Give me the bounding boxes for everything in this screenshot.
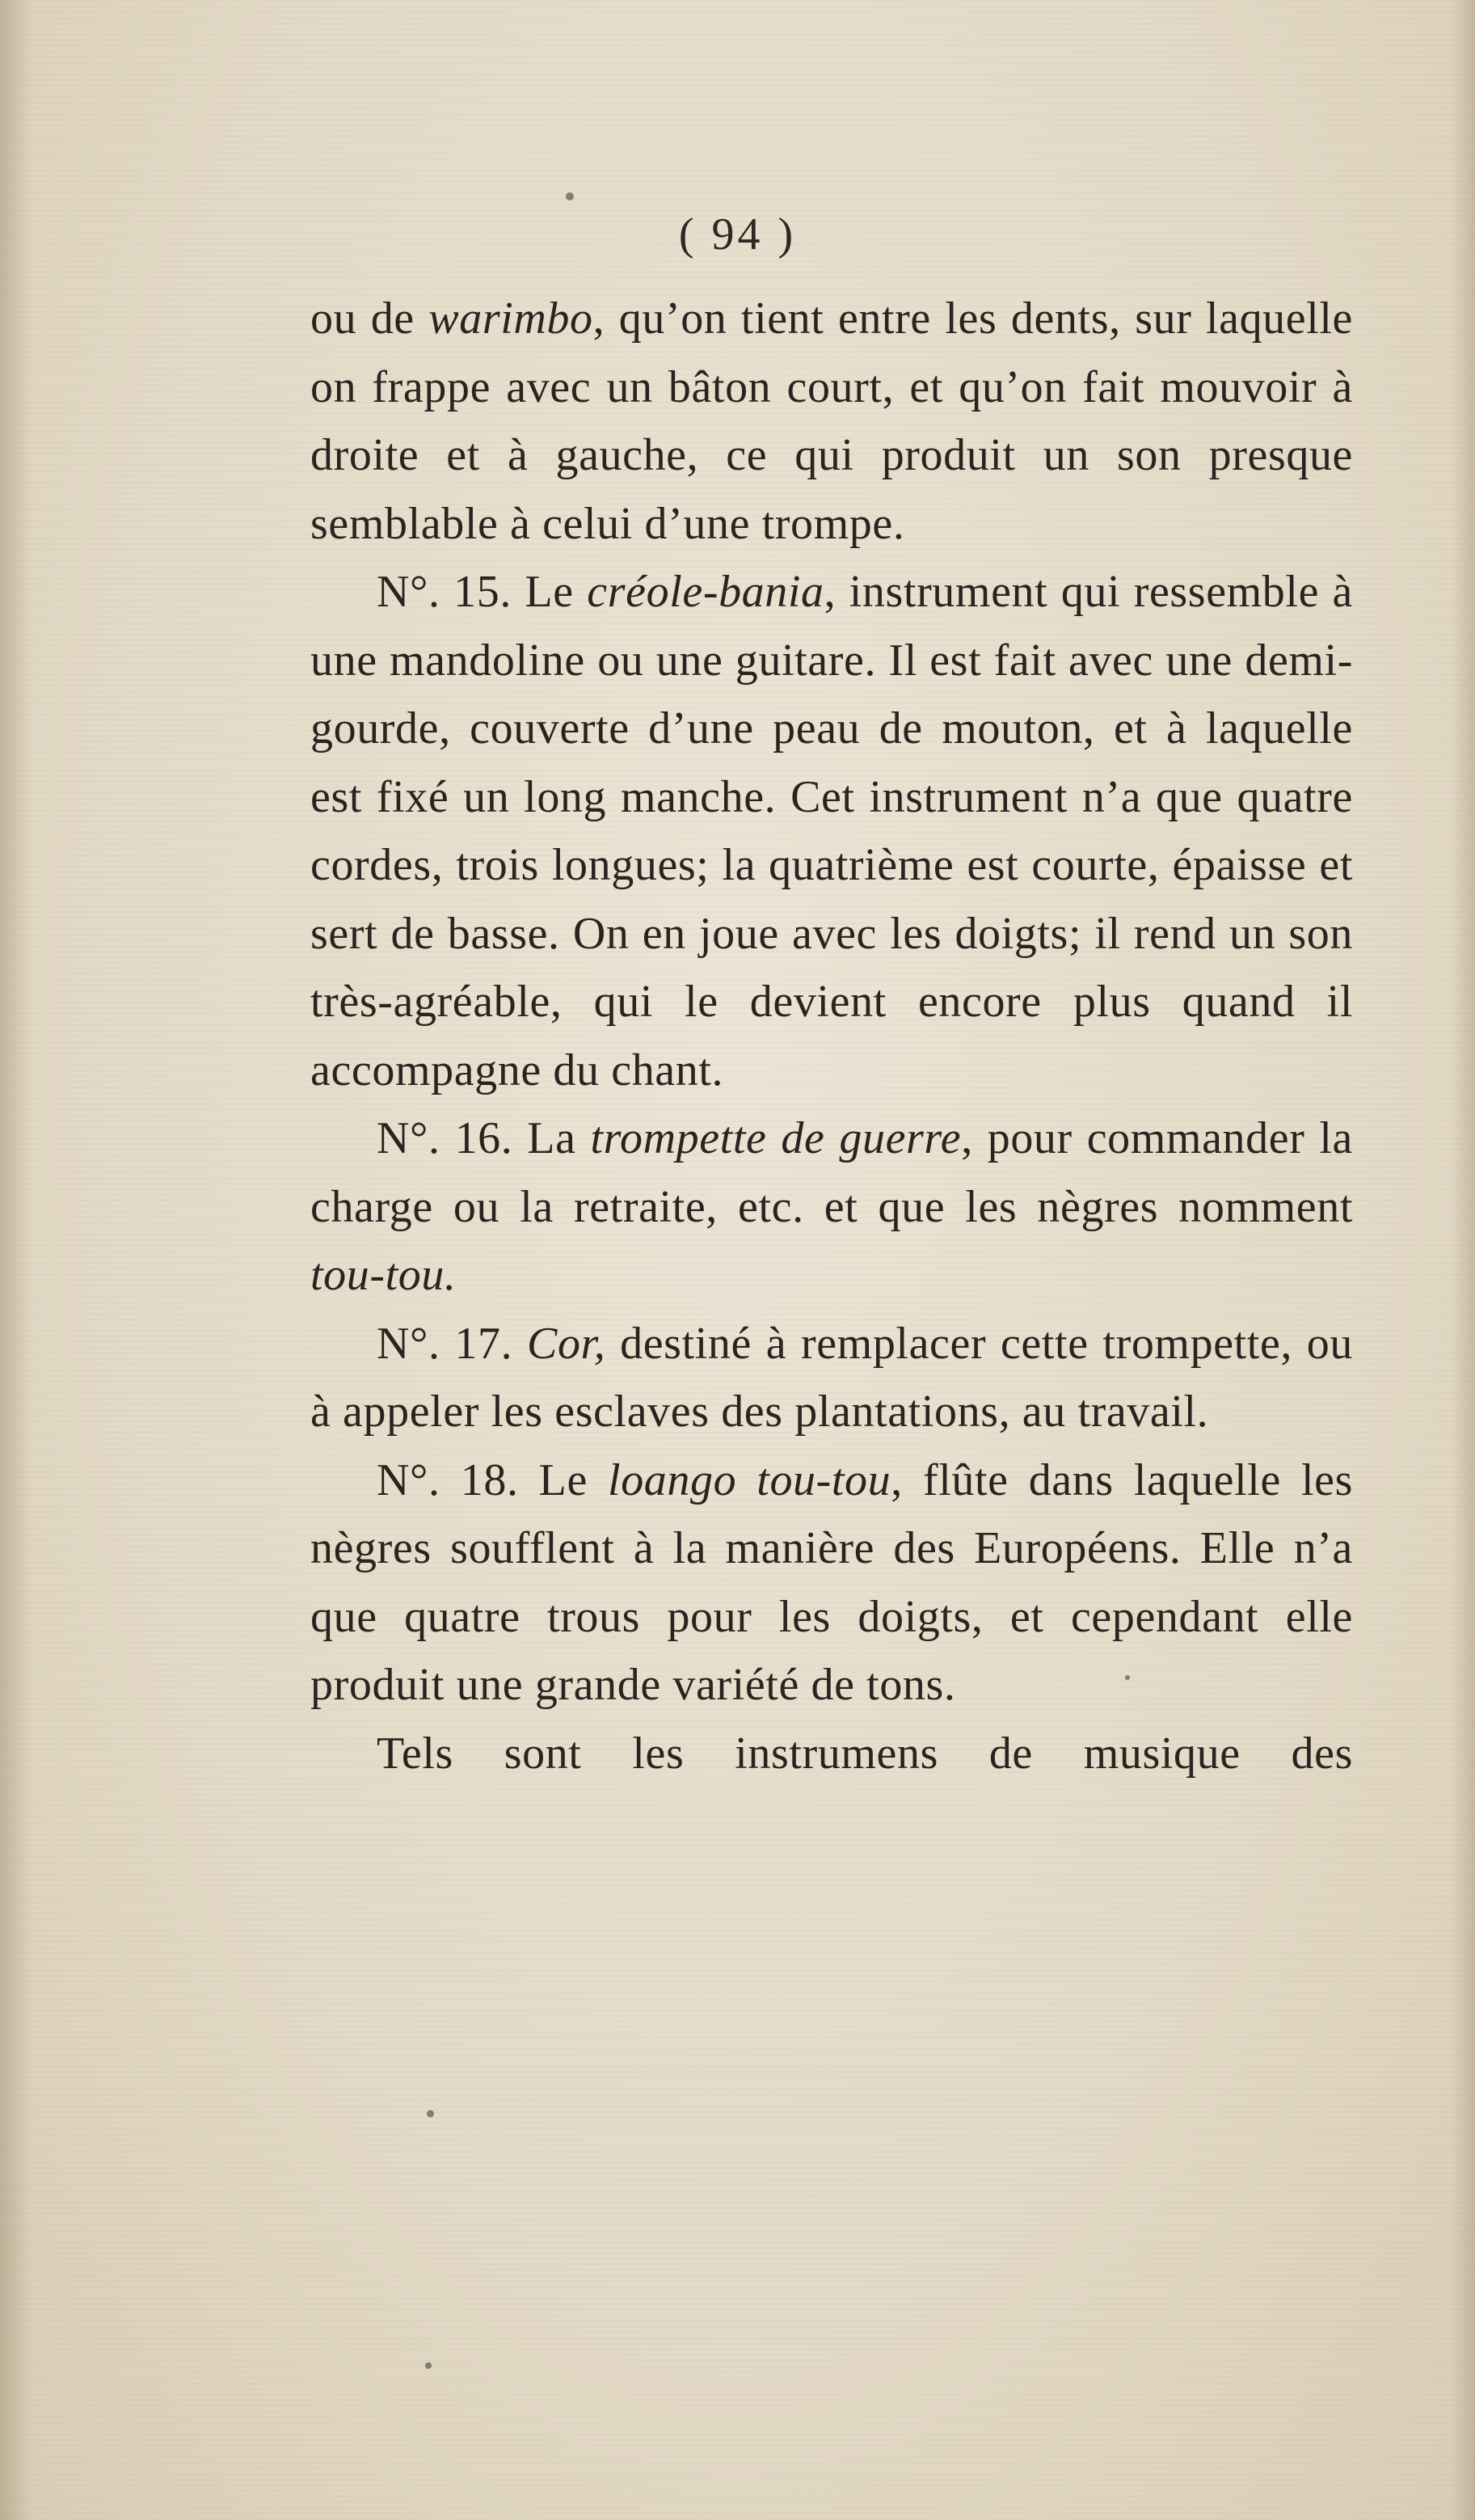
italic-term: tou-tou.: [310, 1250, 457, 1300]
italic-term: créole-bania: [587, 567, 824, 617]
text-run: , pour commander la charge ou la retraite, etc. et que les nègres nomment: [310, 1113, 1353, 1232]
text-run: , flûte dans laquelle les nègres soufflent à la manière des Européens. Elle n’a que quatre trous pour les doigts, et cependant elle produit une grande variété de tons.: [310, 1454, 1354, 1710]
paragraph-continuation: [310, 285, 1353, 558]
paragraph-item-17: [310, 1310, 1353, 1446]
ink-speck: [566, 192, 574, 201]
text-run: N°. 17.: [377, 1318, 527, 1369]
italic-term: loango tou-tou: [608, 1454, 891, 1505]
page-number: ( 94 ): [678, 209, 797, 260]
text-run: Tels sont les instrumens de musique des: [377, 1728, 1353, 1779]
paragraph-item-15: [310, 558, 1353, 1104]
text-run: , qu’on tient entre les dents, sur laquelle on frappe avec un bâton court, et qu’on fait mouvoir à droite et à gauche, ce qui produit un son presque semblable à celui d’une trompe.: [310, 293, 1353, 549]
text-run: destiné à remplacer cette trompette, ou à appeler les esclaves des plantations, au travail.: [310, 1318, 1353, 1437]
paragraph-item-18: [310, 1446, 1353, 1720]
text-run: , instrument qui ressemble à une mandoline ou une guitare. Il est fait avec une demi-gourde, couverte d’une peau de mouton, et à laquelle est fixé un long manche. Cet instrument n’a que quatre cordes, trois longues; la quatrième est courte, épaisse et sert de basse. On en joue avec les doigts; il rend un son très-agréable, qui le devient encore plus quand il accompagne du chant.: [310, 567, 1354, 1095]
text-run: N°. 15. Le: [377, 567, 588, 617]
text-run: N°. 16. La: [377, 1113, 591, 1163]
text-run: N°. 18. Le: [377, 1454, 609, 1505]
body-text: [310, 285, 1353, 1788]
italic-term: Cor,: [527, 1318, 606, 1369]
italic-term: warimbo: [428, 293, 593, 344]
ink-speck: [1125, 1675, 1130, 1680]
italic-term: trompette de guerre: [590, 1113, 962, 1163]
paragraph-closing-catchline: [310, 1720, 1353, 1788]
page-edge-shadow-right: [1451, 0, 1475, 2520]
text-run: ou de: [310, 293, 429, 344]
ink-speck: [427, 2110, 434, 2117]
page-edge-shadow-left: [0, 0, 32, 2520]
ink-speck: [425, 2362, 432, 2369]
paragraph-item-16: [310, 1104, 1353, 1310]
